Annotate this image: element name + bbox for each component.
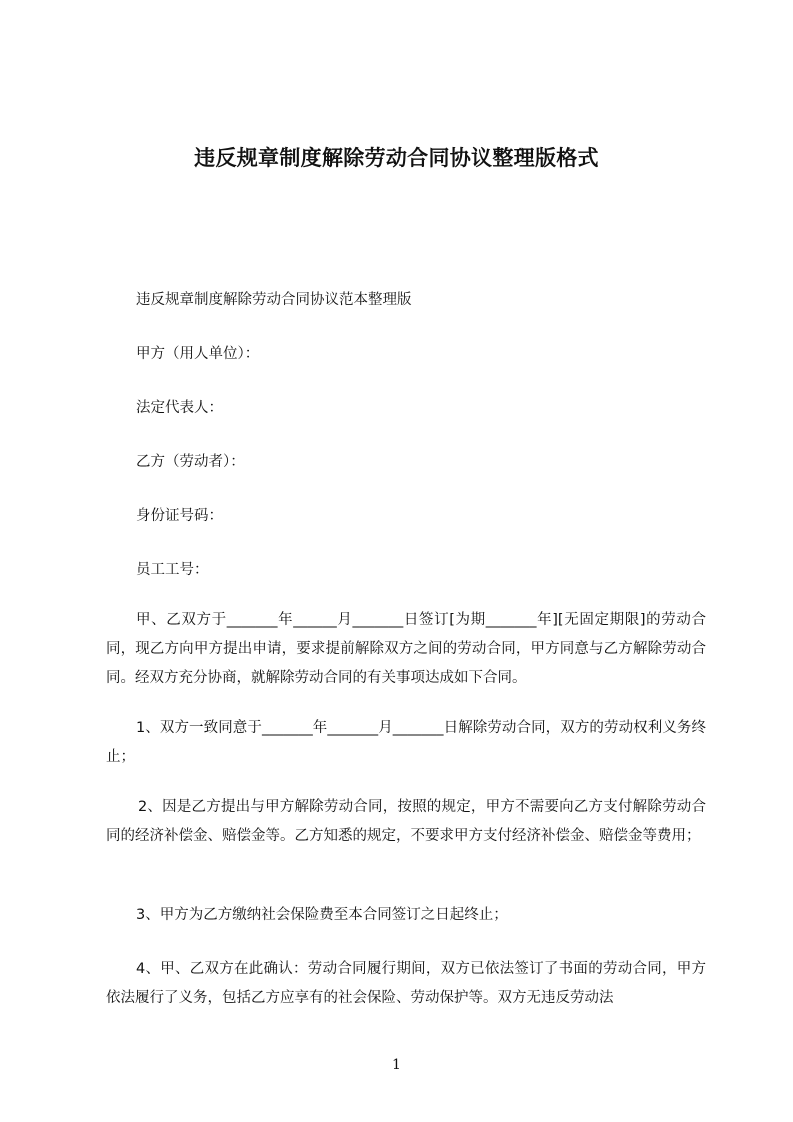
page-number: 1 bbox=[392, 1057, 401, 1073]
document-title: 违反规章制度解除劳动合同协议整理版格式 bbox=[194, 146, 599, 170]
legal-representative-field: 法定代表人： bbox=[136, 400, 223, 416]
clause-3: 3、甲方为乙方缴纳社会保险费至本合同签订之日起终止； bbox=[136, 907, 508, 923]
document-subtitle: 违反规章制度解除劳动合同协议范本整理版 bbox=[136, 292, 412, 308]
clause-4: 4、甲、乙双方在此确认：劳动合同履行期间，双方已依法签订了书面的劳动合同，甲方依法履行了义务，包括乙方应享有的社会保险、劳动保护等。双方无违反劳动法 bbox=[106, 961, 706, 1006]
clause-2: 2、因是乙方提出与甲方解除劳动合同，按照的规定，甲方不需要向乙方支付解除劳动合同的经济补偿金、赔偿金等。乙方知悉的规定，不要求甲方支付经济补偿金、赔偿金等费用； bbox=[106, 799, 706, 844]
intro-paragraph: 甲、乙双方于_______年______月_______日签订[为期_______年][无固定期限]的劳动合同，现乙方向甲方提出申请，要求提前解除双方之间的劳动合同，甲方同意与乙方解除劳动合同。经双方充分协商，就解除劳动合同的有关事项达成如下合同。 bbox=[106, 612, 706, 686]
clause-1: 1、双方一致同意于_______年_______月_______日解除劳动合同，双方的劳动权利义务终止； bbox=[106, 720, 706, 765]
party-a-field: 甲方（用人单位）： bbox=[136, 346, 260, 362]
employee-number-field: 员工工号： bbox=[136, 562, 209, 578]
party-b-field: 乙方（劳动者）： bbox=[136, 454, 245, 470]
id-number-field: 身份证号码： bbox=[136, 508, 223, 524]
